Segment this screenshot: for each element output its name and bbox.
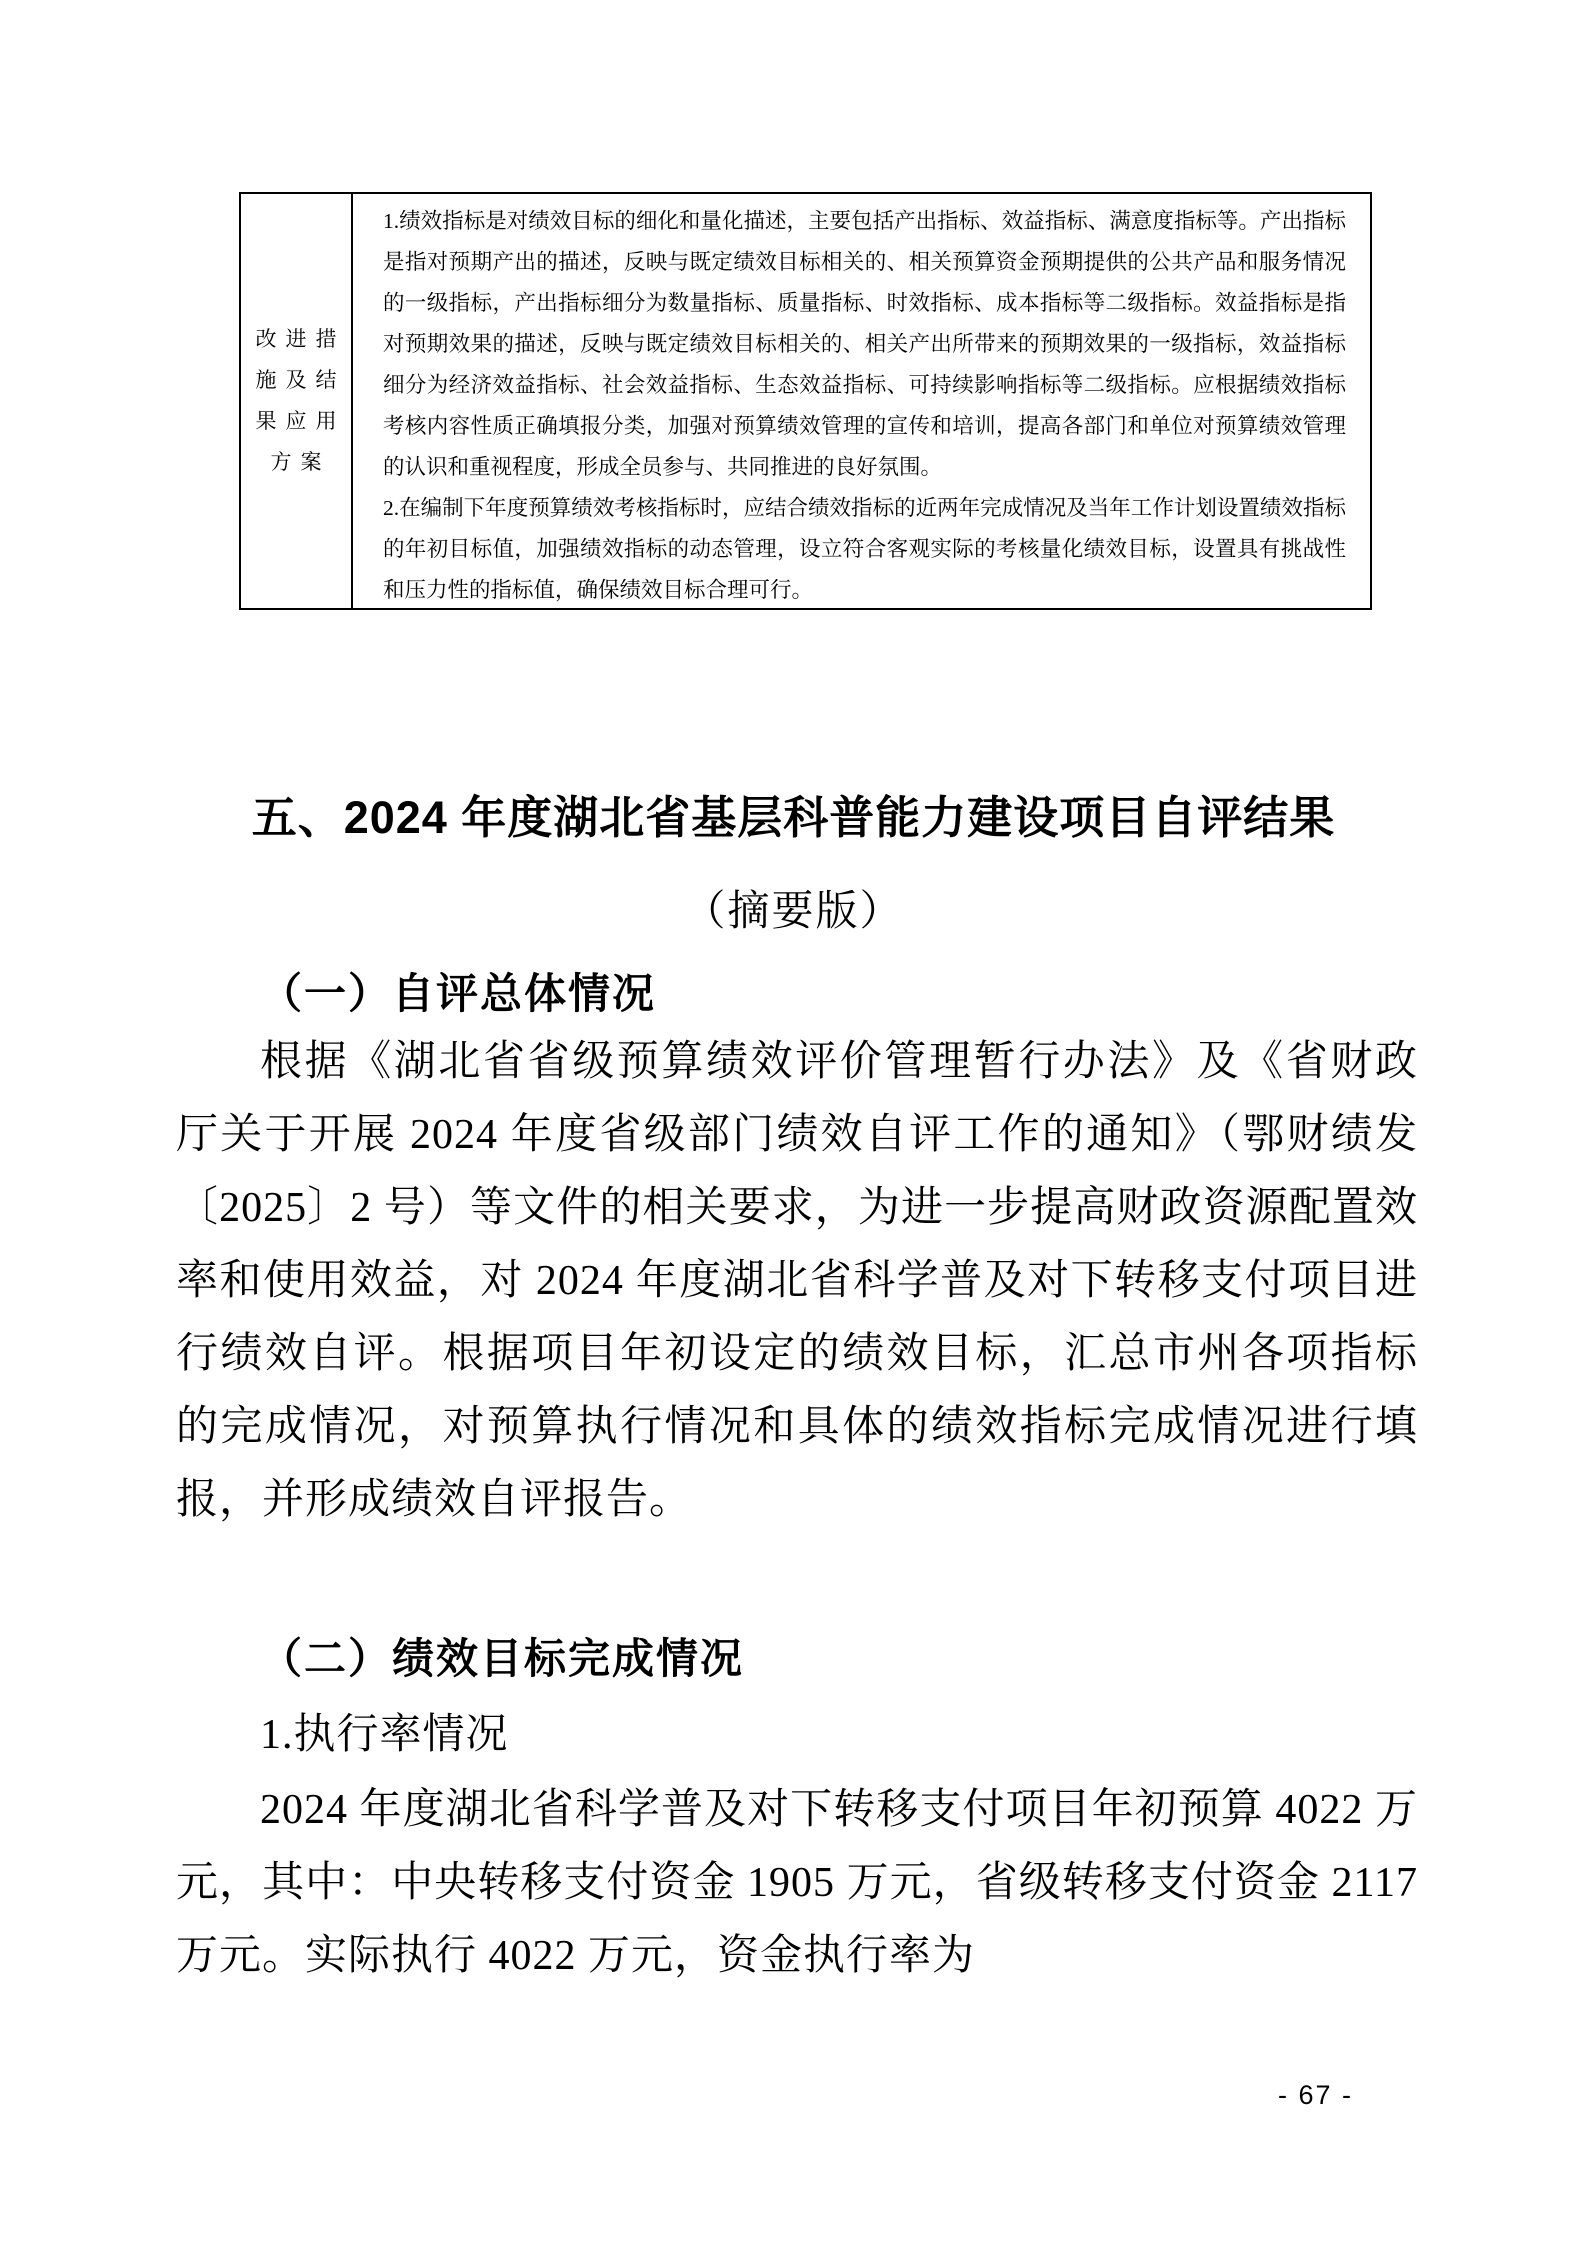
subsection-1-paragraph: 根据《湖北省省级预算绩效评价管理暂行办法》及《省财政厅关于开展 2024 年度省级部门绩效自评工作的通知》（鄂财绩发〔2025〕2 号）等文件的相关要求，为进一步提高财政资源配置效率和使用效益，对 2024 年度湖北省科学普及对下转移支付项目进行绩效自评。根据项目年初设定的绩效目标，汇总市州各项指标的完成情况，对预算执行情况和具体的绩效指标完成情况进行填报，并形成绩效自评报告。: [176, 1039, 1418, 1523]
table-row-header: [241, 194, 353, 608]
table-content-cell: [353, 194, 1370, 608]
table-paragraph-1: 1.绩效指标是对绩效目标的细化和量化描述，主要包括产出指标、效益指标、满意度指标等。产出指标是指对预期产出的描述，反映与既定绩效目标相关的、相关预算资金预期提供的公共产品和服务情况的一级指标，产出指标细分为数量指标、质量指标、时效指标、成本指标等二级指标。效益指标是指对预期效果的描述，反映与既定绩效目标相关的、相关产出所带来的预期效果的一级指标，效益指标细分为经济效益指标、社会效益指标、生态效益指标、可持续影响指标等二级指标。应根据绩效指标考核内容性质正确填报分类，加强对预算绩效管理的宣传和培训，提高各部门和单位对预算绩效管理的认识和重视程度，形成全员参与、共同推进的良好氛围。: [383, 209, 1346, 479]
improvement-measures-table: [239, 192, 1372, 610]
section-main-title: 五、2024 年度湖北省基层科普能力建设项目自评结果: [251, 792, 1336, 843]
row-header-line: 果应用: [255, 409, 346, 433]
item-1-paragraph: 2024 年度湖北省科学普及对下转移支付项目年初预算 4022 万元，其中：中央转移支付资金 1905 万元，省级转移支付资金 2117 万元。实际执行 4022 万元，资金执行率为: [176, 1787, 1418, 1979]
table-paragraph-2: 2.在编制下年度预算绩效考核指标时，应结合绩效指标的近两年完成情况及当年工作计划设置绩效指标的年初目标值，加强绩效指标的动态管理，设立符合客观实际的考核量化绩效目标，设置具有挑战性和压力性的指标值，确保绩效目标合理可行。: [383, 496, 1346, 602]
section-sub-title: （摘要版）: [683, 889, 904, 935]
item-1-heading: 1.执行率情况: [260, 1712, 509, 1758]
row-header-line: 施及结: [255, 368, 346, 392]
row-header-line: 方案: [270, 450, 331, 474]
subsection-2-heading: （二）绩效目标完成情况: [260, 1637, 745, 1683]
subsection-1-heading: （一）自评总体情况: [260, 972, 657, 1018]
row-header-line: 改进措: [255, 327, 346, 351]
page-number: - 67 -: [1278, 2080, 1354, 2110]
